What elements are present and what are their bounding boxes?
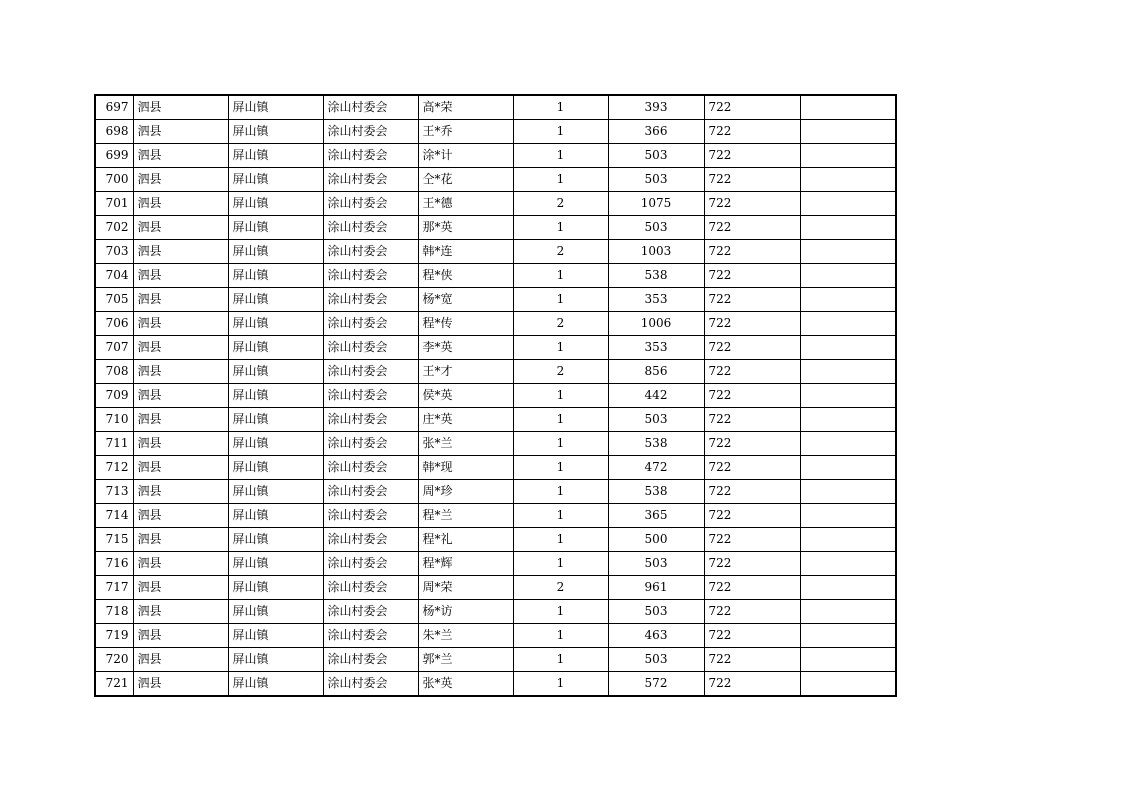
table-row (95, 264, 896, 288)
village-cell: 涂山村委会 (323, 672, 418, 697)
table-row (95, 672, 896, 697)
note-cell (800, 360, 896, 384)
amount-cell: 856 (608, 360, 704, 384)
standard-cell: 722 (704, 432, 800, 456)
row-number-cell: 704 (95, 264, 133, 288)
county-cell: 泗县 (133, 168, 228, 192)
village-cell: 涂山村委会 (323, 120, 418, 144)
standard-cell: 722 (704, 360, 800, 384)
note-cell (800, 384, 896, 408)
standard-cell: 722 (704, 95, 800, 120)
table-row (95, 360, 896, 384)
town-cell: 屏山镇 (228, 288, 323, 312)
standard-cell: 722 (704, 648, 800, 672)
name-cell: 程*礼 (418, 528, 513, 552)
note-cell (800, 504, 896, 528)
table-row (95, 552, 896, 576)
name-cell: 庄*英 (418, 408, 513, 432)
note-cell (800, 672, 896, 697)
county-cell: 泗县 (133, 432, 228, 456)
village-cell: 涂山村委会 (323, 432, 418, 456)
name-cell: 程*兰 (418, 504, 513, 528)
table-row (95, 384, 896, 408)
county-cell: 泗县 (133, 216, 228, 240)
note-cell (800, 312, 896, 336)
note-cell (800, 480, 896, 504)
table-row (95, 408, 896, 432)
note-cell (800, 95, 896, 120)
amount-cell: 500 (608, 528, 704, 552)
household-count-cell: 1 (513, 288, 608, 312)
standard-cell: 722 (704, 240, 800, 264)
note-cell (800, 216, 896, 240)
name-cell: 张*英 (418, 672, 513, 697)
name-cell: 程*侠 (418, 264, 513, 288)
note-cell (800, 408, 896, 432)
amount-cell: 503 (608, 600, 704, 624)
village-cell: 涂山村委会 (323, 168, 418, 192)
row-number-cell: 712 (95, 456, 133, 480)
standard-cell: 722 (704, 672, 800, 697)
name-cell: 周*珍 (418, 480, 513, 504)
household-count-cell: 1 (513, 456, 608, 480)
county-cell: 泗县 (133, 144, 228, 168)
town-cell: 屏山镇 (228, 95, 323, 120)
name-cell: 高*荣 (418, 95, 513, 120)
amount-cell: 1003 (608, 240, 704, 264)
row-number-cell: 718 (95, 600, 133, 624)
row-number-cell: 697 (95, 95, 133, 120)
note-cell (800, 144, 896, 168)
standard-cell: 722 (704, 408, 800, 432)
amount-cell: 503 (608, 648, 704, 672)
standard-cell: 722 (704, 504, 800, 528)
row-number-cell: 720 (95, 648, 133, 672)
town-cell: 屏山镇 (228, 168, 323, 192)
county-cell: 泗县 (133, 456, 228, 480)
amount-cell: 538 (608, 432, 704, 456)
table-row (95, 312, 896, 336)
note-cell (800, 552, 896, 576)
row-number-cell: 721 (95, 672, 133, 697)
row-number-cell: 701 (95, 192, 133, 216)
table-row (95, 576, 896, 600)
county-cell: 泗县 (133, 504, 228, 528)
row-number-cell: 715 (95, 528, 133, 552)
amount-cell: 393 (608, 95, 704, 120)
household-count-cell: 1 (513, 552, 608, 576)
row-number-cell: 710 (95, 408, 133, 432)
standard-cell: 722 (704, 384, 800, 408)
household-count-cell: 1 (513, 528, 608, 552)
table-row (95, 648, 896, 672)
town-cell: 屏山镇 (228, 336, 323, 360)
household-count-cell: 1 (513, 95, 608, 120)
county-cell: 泗县 (133, 360, 228, 384)
note-cell (800, 648, 896, 672)
table-row (95, 504, 896, 528)
village-cell: 涂山村委会 (323, 648, 418, 672)
amount-cell: 538 (608, 264, 704, 288)
county-cell: 泗县 (133, 624, 228, 648)
county-cell: 泗县 (133, 288, 228, 312)
name-cell: 韩*连 (418, 240, 513, 264)
household-count-cell: 1 (513, 672, 608, 697)
table-row (95, 192, 896, 216)
note-cell (800, 576, 896, 600)
table-row (95, 240, 896, 264)
row-number-cell: 714 (95, 504, 133, 528)
county-cell: 泗县 (133, 240, 228, 264)
amount-cell: 503 (608, 216, 704, 240)
amount-cell: 503 (608, 552, 704, 576)
town-cell: 屏山镇 (228, 384, 323, 408)
amount-cell: 961 (608, 576, 704, 600)
note-cell (800, 168, 896, 192)
household-count-cell: 1 (513, 624, 608, 648)
town-cell: 屏山镇 (228, 144, 323, 168)
name-cell: 张*兰 (418, 432, 513, 456)
amount-cell: 572 (608, 672, 704, 697)
town-cell: 屏山镇 (228, 360, 323, 384)
household-count-cell: 1 (513, 648, 608, 672)
town-cell: 屏山镇 (228, 312, 323, 336)
note-cell (800, 528, 896, 552)
village-cell: 涂山村委会 (323, 216, 418, 240)
name-cell: 仝*花 (418, 168, 513, 192)
amount-cell: 503 (608, 408, 704, 432)
village-cell: 涂山村委会 (323, 504, 418, 528)
standard-cell: 722 (704, 216, 800, 240)
row-number-cell: 703 (95, 240, 133, 264)
standard-cell: 722 (704, 600, 800, 624)
name-cell: 郭*兰 (418, 648, 513, 672)
household-count-cell: 2 (513, 240, 608, 264)
village-cell: 涂山村委会 (323, 240, 418, 264)
table-row (95, 168, 896, 192)
note-cell (800, 192, 896, 216)
amount-cell: 463 (608, 624, 704, 648)
town-cell: 屏山镇 (228, 432, 323, 456)
table-row (95, 432, 896, 456)
village-cell: 涂山村委会 (323, 192, 418, 216)
town-cell: 屏山镇 (228, 240, 323, 264)
town-cell: 屏山镇 (228, 192, 323, 216)
town-cell: 屏山镇 (228, 576, 323, 600)
amount-cell: 366 (608, 120, 704, 144)
town-cell: 屏山镇 (228, 624, 323, 648)
village-cell: 涂山村委会 (323, 576, 418, 600)
standard-cell: 722 (704, 312, 800, 336)
row-number-cell: 713 (95, 480, 133, 504)
table-row (95, 288, 896, 312)
standard-cell: 722 (704, 288, 800, 312)
village-cell: 涂山村委会 (323, 480, 418, 504)
row-number-cell: 719 (95, 624, 133, 648)
data-table (94, 94, 897, 697)
county-cell: 泗县 (133, 95, 228, 120)
county-cell: 泗县 (133, 384, 228, 408)
amount-cell: 365 (608, 504, 704, 528)
county-cell: 泗县 (133, 528, 228, 552)
name-cell: 那*英 (418, 216, 513, 240)
note-cell (800, 264, 896, 288)
row-number-cell: 707 (95, 336, 133, 360)
village-cell: 涂山村委会 (323, 552, 418, 576)
county-cell: 泗县 (133, 576, 228, 600)
village-cell: 涂山村委会 (323, 144, 418, 168)
town-cell: 屏山镇 (228, 264, 323, 288)
household-count-cell: 1 (513, 336, 608, 360)
note-cell (800, 288, 896, 312)
county-cell: 泗县 (133, 480, 228, 504)
standard-cell: 722 (704, 528, 800, 552)
village-cell: 涂山村委会 (323, 456, 418, 480)
county-cell: 泗县 (133, 312, 228, 336)
name-cell: 王*才 (418, 360, 513, 384)
amount-cell: 1075 (608, 192, 704, 216)
standard-cell: 722 (704, 168, 800, 192)
county-cell: 泗县 (133, 648, 228, 672)
table-row (95, 624, 896, 648)
amount-cell: 442 (608, 384, 704, 408)
town-cell: 屏山镇 (228, 672, 323, 697)
household-count-cell: 1 (513, 168, 608, 192)
table-row (95, 528, 896, 552)
table-row (95, 456, 896, 480)
amount-cell: 353 (608, 336, 704, 360)
household-count-cell: 1 (513, 144, 608, 168)
name-cell: 王*德 (418, 192, 513, 216)
village-cell: 涂山村委会 (323, 528, 418, 552)
village-cell: 涂山村委会 (323, 384, 418, 408)
standard-cell: 722 (704, 264, 800, 288)
town-cell: 屏山镇 (228, 456, 323, 480)
county-cell: 泗县 (133, 192, 228, 216)
row-number-cell: 711 (95, 432, 133, 456)
town-cell: 屏山镇 (228, 408, 323, 432)
household-count-cell: 1 (513, 216, 608, 240)
standard-cell: 722 (704, 576, 800, 600)
town-cell: 屏山镇 (228, 120, 323, 144)
town-cell: 屏山镇 (228, 552, 323, 576)
county-cell: 泗县 (133, 552, 228, 576)
village-cell: 涂山村委会 (323, 336, 418, 360)
table-row (95, 144, 896, 168)
table-row (95, 600, 896, 624)
town-cell: 屏山镇 (228, 216, 323, 240)
amount-cell: 353 (608, 288, 704, 312)
name-cell: 程*传 (418, 312, 513, 336)
household-count-cell: 1 (513, 384, 608, 408)
note-cell (800, 432, 896, 456)
county-cell: 泗县 (133, 336, 228, 360)
row-number-cell: 706 (95, 312, 133, 336)
name-cell: 涂*计 (418, 144, 513, 168)
county-cell: 泗县 (133, 408, 228, 432)
town-cell: 屏山镇 (228, 600, 323, 624)
village-cell: 涂山村委会 (323, 624, 418, 648)
county-cell: 泗县 (133, 672, 228, 697)
household-count-cell: 2 (513, 576, 608, 600)
village-cell: 涂山村委会 (323, 408, 418, 432)
name-cell: 李*英 (418, 336, 513, 360)
table-body (95, 95, 896, 696)
county-cell: 泗县 (133, 264, 228, 288)
village-cell: 涂山村委会 (323, 288, 418, 312)
village-cell: 涂山村委会 (323, 360, 418, 384)
name-cell: 王*乔 (418, 120, 513, 144)
village-cell: 涂山村委会 (323, 600, 418, 624)
note-cell (800, 624, 896, 648)
row-number-cell: 717 (95, 576, 133, 600)
row-number-cell: 716 (95, 552, 133, 576)
standard-cell: 722 (704, 624, 800, 648)
household-count-cell: 1 (513, 504, 608, 528)
note-cell (800, 456, 896, 480)
amount-cell: 538 (608, 480, 704, 504)
amount-cell: 1006 (608, 312, 704, 336)
note-cell (800, 336, 896, 360)
note-cell (800, 240, 896, 264)
amount-cell: 503 (608, 168, 704, 192)
row-number-cell: 699 (95, 144, 133, 168)
name-cell: 杨*访 (418, 600, 513, 624)
amount-cell: 503 (608, 144, 704, 168)
row-number-cell: 698 (95, 120, 133, 144)
table-row (95, 336, 896, 360)
standard-cell: 722 (704, 144, 800, 168)
household-count-cell: 1 (513, 432, 608, 456)
household-count-cell: 1 (513, 264, 608, 288)
name-cell: 侯*英 (418, 384, 513, 408)
standard-cell: 722 (704, 120, 800, 144)
name-cell: 程*辉 (418, 552, 513, 576)
standard-cell: 722 (704, 192, 800, 216)
name-cell: 杨*宽 (418, 288, 513, 312)
standard-cell: 722 (704, 552, 800, 576)
household-count-cell: 1 (513, 120, 608, 144)
table-row (95, 216, 896, 240)
table-row (95, 480, 896, 504)
name-cell: 韩*现 (418, 456, 513, 480)
note-cell (800, 120, 896, 144)
table-row (95, 120, 896, 144)
household-count-cell: 1 (513, 600, 608, 624)
household-count-cell: 1 (513, 480, 608, 504)
name-cell: 周*荣 (418, 576, 513, 600)
standard-cell: 722 (704, 480, 800, 504)
name-cell: 朱*兰 (418, 624, 513, 648)
amount-cell: 472 (608, 456, 704, 480)
row-number-cell: 708 (95, 360, 133, 384)
table-row (95, 95, 896, 120)
village-cell: 涂山村委会 (323, 264, 418, 288)
household-count-cell: 2 (513, 312, 608, 336)
county-cell: 泗县 (133, 120, 228, 144)
row-number-cell: 702 (95, 216, 133, 240)
standard-cell: 722 (704, 456, 800, 480)
town-cell: 屏山镇 (228, 480, 323, 504)
village-cell: 涂山村委会 (323, 312, 418, 336)
village-cell: 涂山村委会 (323, 95, 418, 120)
household-count-cell: 2 (513, 192, 608, 216)
row-number-cell: 709 (95, 384, 133, 408)
town-cell: 屏山镇 (228, 528, 323, 552)
standard-cell: 722 (704, 336, 800, 360)
row-number-cell: 700 (95, 168, 133, 192)
note-cell (800, 600, 896, 624)
row-number-cell: 705 (95, 288, 133, 312)
town-cell: 屏山镇 (228, 504, 323, 528)
household-count-cell: 2 (513, 360, 608, 384)
household-count-cell: 1 (513, 408, 608, 432)
county-cell: 泗县 (133, 600, 228, 624)
town-cell: 屏山镇 (228, 648, 323, 672)
